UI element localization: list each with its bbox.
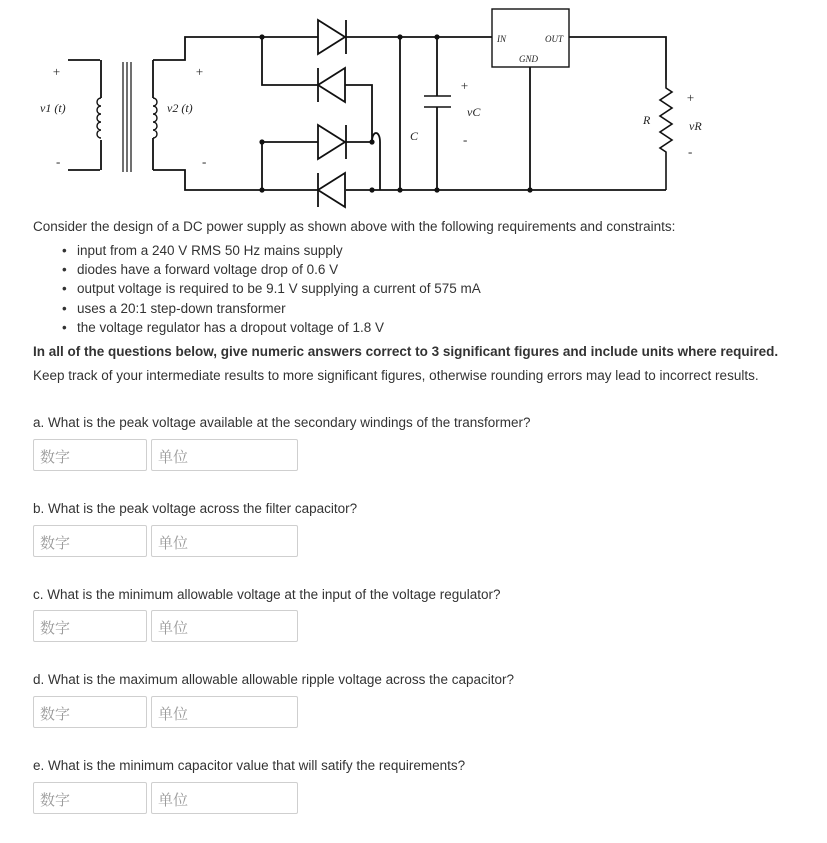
question-a-answer — [33, 439, 298, 473]
number-input[interactable]: 数字 — [33, 782, 147, 814]
label-out: OUT — [545, 34, 564, 44]
label-v2: v2 (t) — [167, 101, 193, 115]
resistor — [660, 80, 672, 190]
transformer-core — [123, 62, 131, 172]
label-in: IN — [497, 34, 506, 44]
number-input[interactable]: 数字 — [33, 525, 147, 557]
list-item: • diodes have a forward voltage drop of 0.6 V — [77, 260, 481, 279]
unit-input[interactable]: 单位 — [151, 525, 298, 557]
unit-input[interactable]: 单位 — [151, 610, 298, 642]
question-e-text: e. What is the minimum capacitor value that will satify the requirements? — [33, 758, 466, 773]
label-v1: v1 (t) — [40, 101, 66, 115]
instruction-text: Keep track of your intermediate results to more significant figures, otherwise rounding errors may lead to incorrect results. — [33, 368, 759, 383]
list-item: • uses a 20:1 step-down transformer — [77, 299, 481, 318]
label-r: R — [643, 113, 651, 127]
label-c: C — [410, 129, 419, 143]
label-minus-vr: - — [688, 144, 693, 159]
label-gnd: GND — [519, 54, 539, 64]
label-vr: vR — [689, 119, 702, 133]
number-input[interactable]: 数字 — [33, 610, 147, 642]
question-d-text: d. What is the maximum allowable allowable ripple voltage across the capacitor? — [33, 672, 514, 687]
unit-input[interactable]: 单位 — [151, 439, 298, 471]
label-plus-vr: + — [686, 90, 695, 105]
intro-text: Consider the design of a DC power supply as shown above with the following requirements and constraints: — [33, 219, 676, 234]
question-b-answer — [33, 525, 298, 559]
diode-2 — [318, 68, 345, 102]
number-input[interactable]: 数字 — [33, 439, 147, 471]
list-item: • output voltage is required to be 9.1 V supplying a current of 575 mA — [77, 279, 481, 298]
diode-4 — [318, 173, 345, 207]
diode-1 — [318, 20, 346, 54]
question-e-answer — [33, 782, 298, 816]
unit-input[interactable]: 单位 — [151, 696, 298, 728]
label-minus-v2: - — [202, 154, 207, 169]
circuit-diagram — [0, 0, 827, 215]
question-c-text: c. What is the minimum allowable voltage at the input of the voltage regulator? — [33, 587, 501, 602]
label-plus-v2: + — [195, 64, 204, 79]
number-input[interactable]: 数字 — [33, 696, 147, 728]
question-a-text: a. What is the peak voltage available at the secondary windings of the transformer? — [33, 415, 531, 430]
instruction-bold: In all of the questions below, give numeric answers correct to 3 significant figures and include units where required. — [33, 344, 779, 359]
diode-3 — [318, 125, 346, 159]
question-b-text: b. What is the peak voltage across the filter capacitor? — [33, 501, 358, 516]
label-minus-vc: - — [463, 132, 468, 147]
capacitor-plates — [424, 96, 451, 107]
question-d-answer — [33, 696, 298, 730]
list-item: • input from a 240 V RMS 50 Hz mains supply — [77, 241, 481, 260]
unit-input[interactable]: 单位 — [151, 782, 298, 814]
list-item: • the voltage regulator has a dropout voltage of 1.8 V — [77, 318, 481, 337]
question-c-answer — [33, 610, 298, 644]
label-vc: vC — [467, 105, 481, 119]
label-plus-vc: + — [460, 78, 469, 93]
requirements-list — [33, 241, 481, 337]
label-minus-v1: - — [56, 154, 61, 169]
label-plus-v1: + — [52, 64, 61, 79]
